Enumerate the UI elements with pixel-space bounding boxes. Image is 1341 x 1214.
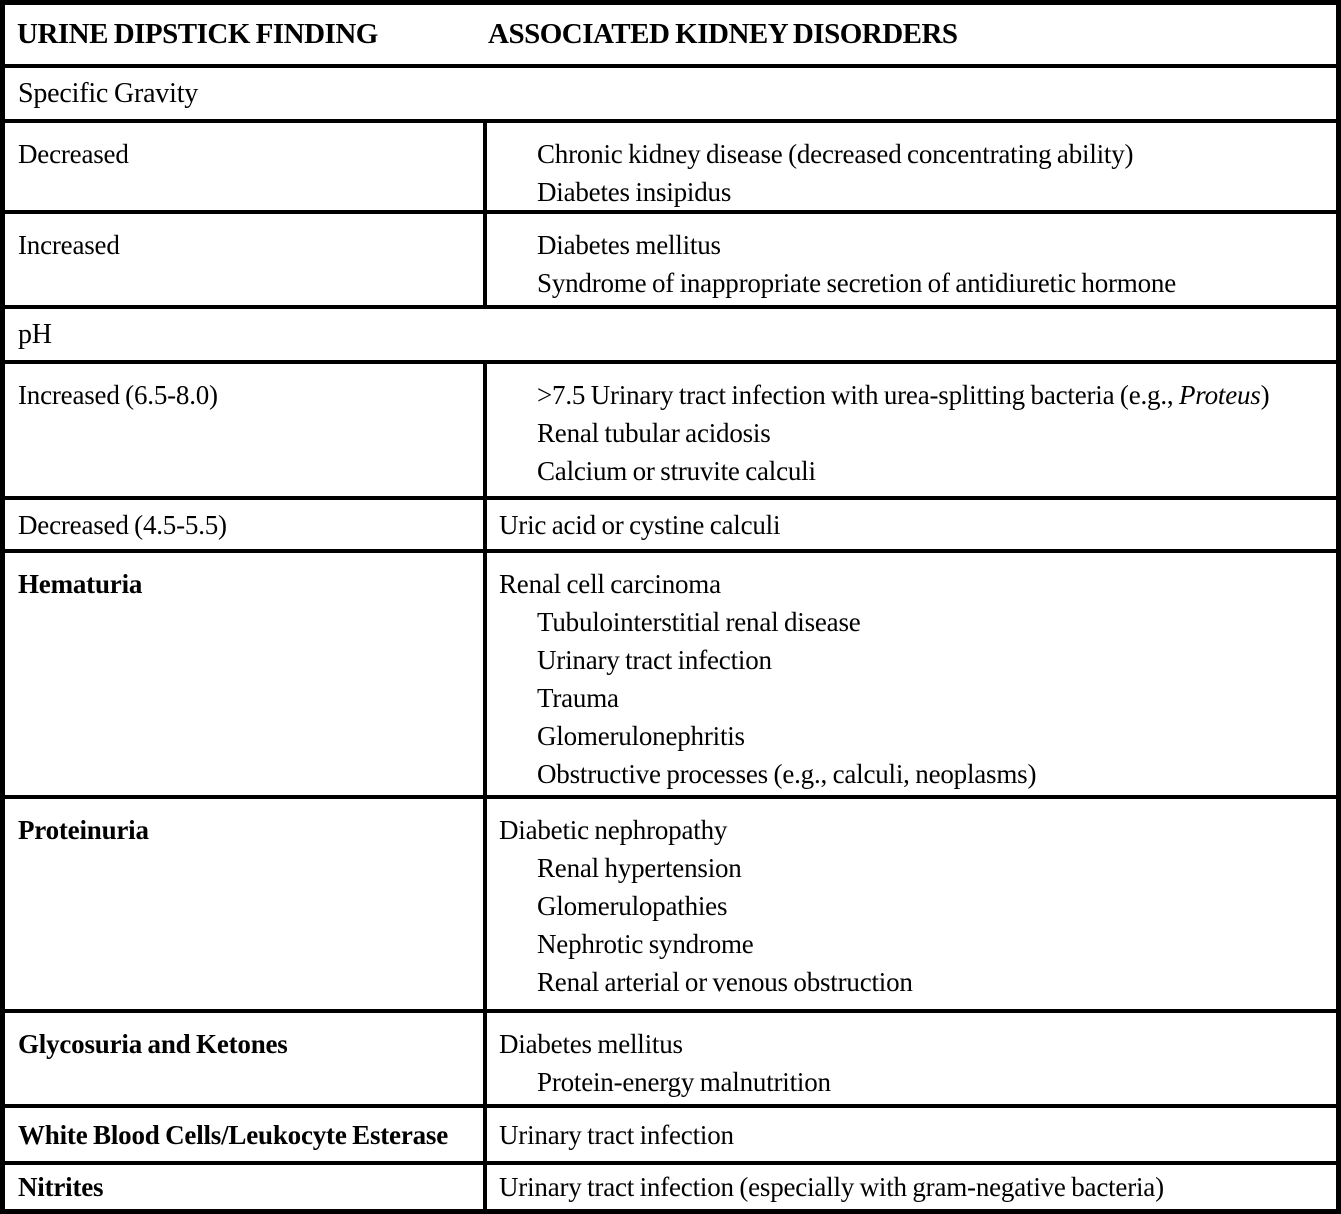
disorders-cell xyxy=(487,123,1336,210)
disorder-line: Urinary tract infection (especially with gram-negative bacteria) xyxy=(499,1172,1164,1202)
finding-cell: Nitrites xyxy=(5,1165,487,1209)
disorders-cell xyxy=(487,799,1336,1009)
row-ph-decreased xyxy=(5,500,1336,553)
row-proteinuria xyxy=(5,799,1336,1013)
disorder-line: Trauma xyxy=(537,683,619,713)
row-specific-gravity-increased xyxy=(5,214,1336,309)
finding-cell: Hematuria xyxy=(5,553,487,795)
disorder-line: Renal tubular acidosis xyxy=(537,418,771,448)
finding-cell: Increased xyxy=(5,214,487,305)
disorder-line: Calcium or struvite calculi xyxy=(537,456,816,486)
disorder-line: Renal cell carcinoma xyxy=(499,569,721,599)
disorder-line: Syndrome of inappropriate secretion of antidiuretic hormone xyxy=(537,268,1176,298)
disorders-cell xyxy=(487,1013,1336,1104)
disorder-line: Glomerulonephritis xyxy=(537,721,745,751)
finding-cell: Increased (6.5-8.0) xyxy=(5,364,487,496)
finding-cell: Decreased (4.5-5.5) xyxy=(5,500,487,549)
column-header-finding: URINE DIPSTICK FINDING xyxy=(17,18,378,50)
disorder-line: Diabetes insipidus xyxy=(537,177,732,207)
disorder-italic-text: Proteus xyxy=(1179,380,1261,410)
table-header-row xyxy=(5,5,1336,68)
disorder-line: Nephrotic syndrome xyxy=(537,929,754,959)
disorder-line: Diabetes mellitus xyxy=(537,230,721,260)
disorder-line: Glomerulopathies xyxy=(537,891,728,921)
disorders-cell xyxy=(487,214,1336,305)
row-glycosuria-ketones xyxy=(5,1013,1336,1108)
section-label: Specific Gravity xyxy=(18,77,199,109)
disorders-cell xyxy=(487,553,1336,795)
disorders-cell xyxy=(487,500,1336,549)
disorder-line: Urinary tract infection xyxy=(537,645,772,675)
disorders-cell xyxy=(487,364,1336,496)
disorder-line: Diabetic nephropathy xyxy=(499,815,728,845)
disorder-line: Uric acid or cystine calculi xyxy=(499,509,781,540)
disorder-text: ) xyxy=(1260,380,1270,410)
disorders-cell xyxy=(487,1165,1336,1209)
row-white-blood-cells xyxy=(5,1108,1336,1165)
disorder-line: Obstructive processes (e.g., calculi, neoplasms) xyxy=(537,759,1037,789)
row-nitrites xyxy=(5,1165,1336,1209)
disorder-line: Tubulointerstitial renal disease xyxy=(537,607,861,637)
disorders-cell xyxy=(487,1108,1336,1161)
disorder-line xyxy=(537,376,1332,414)
row-ph-increased xyxy=(5,364,1336,500)
row-hematuria xyxy=(5,553,1336,799)
column-header-disorders: ASSOCIATED KIDNEY DISORDERS xyxy=(488,18,958,50)
section-row-specific-gravity xyxy=(5,68,1336,123)
finding-cell: Glycosuria and Ketones xyxy=(5,1013,487,1104)
disorder-line: Renal hypertension xyxy=(537,853,742,883)
finding-cell: Decreased xyxy=(5,123,487,210)
finding-cell: White Blood Cells/Leukocyte Esterase xyxy=(5,1108,487,1161)
disorder-text: >7.5 Urinary tract infection with urea-splitting bacteria (e.g., xyxy=(537,380,1179,410)
disorder-line: Diabetes mellitus xyxy=(499,1029,683,1059)
row-specific-gravity-decreased xyxy=(5,123,1336,214)
finding-cell: Proteinuria xyxy=(5,799,487,1009)
disorder-line: Protein-energy malnutrition xyxy=(537,1067,831,1097)
disorder-line: Urinary tract infection xyxy=(499,1119,734,1150)
disorder-line: Chronic kidney disease (decreased concentrating ability) xyxy=(537,139,1134,169)
disorder-line: Renal arterial or venous obstruction xyxy=(537,967,913,997)
section-row-ph xyxy=(5,309,1336,364)
section-label: pH xyxy=(18,318,52,350)
